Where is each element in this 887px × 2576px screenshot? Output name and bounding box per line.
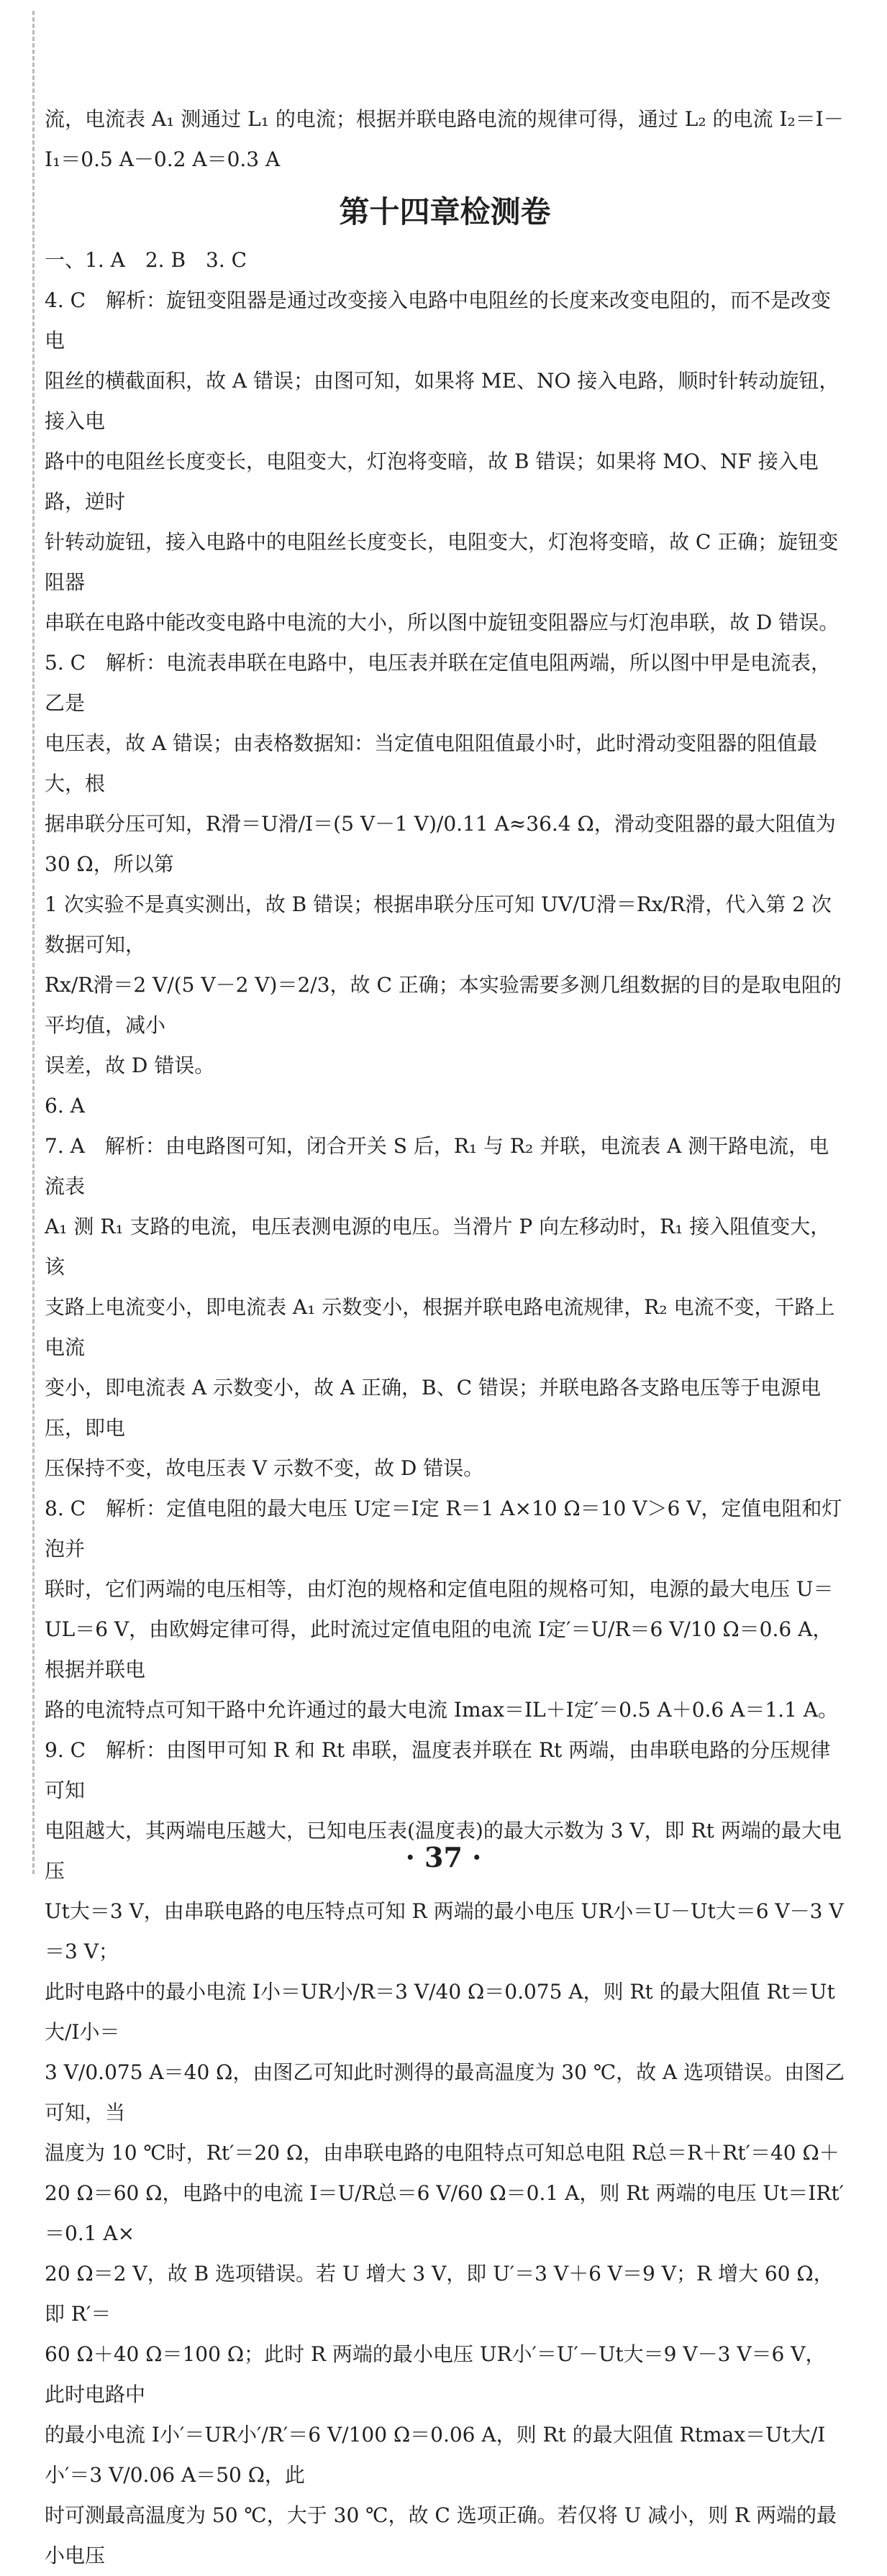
question-6: 6. A [45,1094,85,1118]
q5-line: 误差，故 D 错误。 [45,1054,215,1077]
question-4 [45,280,845,643]
binding-margin-line [32,11,35,1874]
q7-line: 变小，即电流表 A 示数变小，故 A 正确，B、C 错误；并联电路各支路电压等于电源电压，即电 [45,1376,821,1440]
intro-line-1: 流，电流表 A₁ 测通过 L₁ 的电流；根据并联电路电流的规律可得，通过 L₂ 的电流 I₂＝I－ [45,107,844,131]
q9-line: 此时电路中的最小电流 I小＝UR小/R＝3 V/40 Ω＝0.075 A，则 Rt 的最大阻值 Rt＝Ut大/I小＝ [45,1980,835,2044]
q7-line: A₁ 测 R₁ 支路的电流，电压表测电源的电压。当滑片 P 向左移动时，R₁ 接入阻值变大，该 [45,1215,831,1279]
q9-line: 20 Ω＝60 Ω，电路中的电流 I＝U/R总＝6 V/60 Ω＝0.1 A，则 Rt 两端的电压 Ut＝IRt′＝0.1 A× [45,2181,844,2245]
q8-line: 联时，它们两端的电压相等，由灯泡的规格和定值电阻的规格可知，电源的最大电压 U＝ [45,1577,834,1601]
q9-line: 时可测最高温度为 50 ℃，大于 30 ℃，故 C 选项正确。若仅将 U 减小，则 R 两端的最小电压 [45,2503,837,2567]
q9-line: 电阻越大，其两端电压越大，已知电压表(温度表)的最大示数为 3 V，即 Rt 两端的最大电压 [45,1819,842,1883]
intro-line-2: I₁＝0.5 A－0.2 A＝0.3 A [45,147,281,171]
chapter-title: 第十四章检测卷 [339,194,551,229]
q5-line: Rx/R滑＝2 V/(5 V－2 V)＝2/3，故 C 正确；本实验需要多测几组数据的目的是取电阻的平均值，减小 [45,973,842,1037]
answers-line: 一、1. A 2. B 3. C [45,248,247,272]
q5-line: 5. C 解析：电流表串联在电路中，电压表并联在定值电阻两端，所以图中甲是电流表，乙是 [45,651,832,715]
page-content [45,99,845,2576]
q8-line: UL＝6 V，由欧姆定律可得，此时流过定值电阻的电流 I定′＝U/R＝6 V/10 Ω＝0.6 A，根据并联电 [45,1617,833,1681]
q7-line: 7. A 解析：由电路图可知，闭合开关 S 后，R₁ 与 R₂ 并联，电流表 A 测干路电流，电流表 [45,1134,829,1198]
q8-line: 8. C 解析：定值电阻的最大电压 U定＝I定 R＝1 A×10 Ω＝10 V＞6 V，定值电阻和灯泡并 [45,1497,842,1561]
q4-line: 阻丝的横截面积，故 A 错误；由图可知，如果将 ME、NO 接入电路，顺时针转动旋钮，接入电 [45,369,840,433]
q9-line: Ut大＝3 V，由串联电路的电压特点可知 R 两端的最小电压 UR小＝U－Ut大＝6 V－3 V＝3 V； [45,1899,844,1963]
question-8 [45,1489,845,1730]
q5-line: 据串联分压可知，R滑＝U滑/I＝(5 V－1 V)/0.11 A≈36.4 Ω，滑动变阻器的最大阻值为 30 Ω，所以第 [45,812,836,876]
q9-line: 3 V/0.075 A＝40 Ω，由图乙可知此时测得的最高温度为 30 ℃，故 A 选项错误。由图乙可知，当 [45,2060,845,2124]
q4-line: 串联在电路中能改变电路中电流的大小，所以图中旋钮变阻器应与灯泡串联，故 D 错误。 [45,611,840,634]
q7-line: 压保持不变，故电压表 V 示数不变，故 D 错误。 [45,1456,484,1480]
q5-line: 电压表，故 A 错误；由表格数据知：当定值电阻阻值最小时，此时滑动变阻器的阻值最大，根 [45,731,818,795]
q8-line: 路的电流特点可知干路中允许通过的最大电流 Imax＝IL＋I定′＝0.5 A＋0.6 A＝1.1 A。 [45,1698,839,1722]
q9-line: 温度为 10 ℃时，Rt′＝20 Ω，由串联电路的电阻特点可知总电阻 R总＝R＋Rt′＝40 Ω＋ [45,2141,840,2165]
q4-line: 4. C 解析：旋钮变阻器是通过改变接入电路中电阻丝的长度来改变电阻的，而不是改变电 [45,288,832,352]
question-7 [45,1126,845,1489]
q4-line: 路中的电阻丝长度变长，电阻变大，灯泡将变暗，故 B 错误；如果将 MO、NF 接入电路，逆时 [45,449,819,513]
q9-line: 60 Ω＋40 Ω＝100 Ω；此时 R 两端的最小电压 UR小′＝U′－Ut大＝9 V－3 V＝6 V，此时电路中 [45,2342,826,2406]
q9-line: 20 Ω＝2 V，故 B 选项错误。若 U 增大 3 V，即 U′＝3 V＋6 V＝9 V；R 增大 60 Ω，即 R′＝ [45,2262,834,2326]
question-5 [45,643,845,1086]
page-number: · 37 · [405,1841,482,1873]
q7-line: 支路上电流变小，即电流表 A₁ 示数变小，根据并联电路电流规律，R₂ 电流不变，干路上电流 [45,1295,835,1359]
q5-line: 1 次实验不是真实测出，故 B 错误；根据串联分压可知 UV/U滑＝Rx/R滑，代入第 2 次数据可知， [45,892,832,956]
q9-line: 的最小电流 I小′＝UR小′/R′＝6 V/100 Ω＝0.06 A，则 Rt 的最大阻值 Rtmax＝Ut大/I小′＝3 V/0.06 A＝50 Ω，此 [45,2423,826,2487]
q9-line: 9. C 解析：由图甲可知 R 和 Rt 串联，温度表并联在 Rt 两端，由串联电路的分压规律可知 [45,1738,831,1802]
q4-line: 针转动旋钮，接入电路中的电阻丝长度变长，电阻变大，灯泡将变暗，故 C 正确；旋钮变阻器 [45,530,839,594]
